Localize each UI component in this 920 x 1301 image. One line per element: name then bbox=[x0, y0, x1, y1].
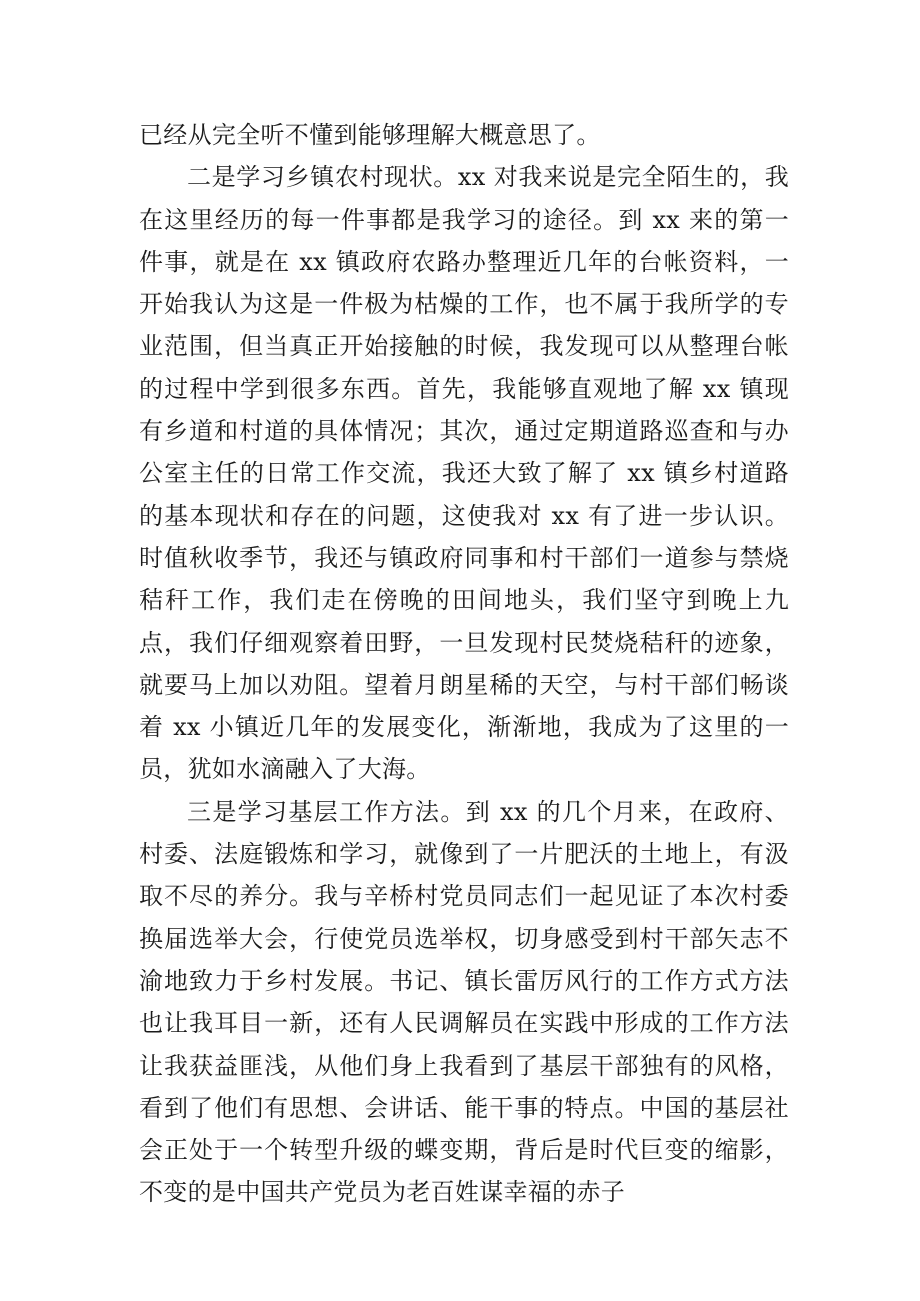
paragraph-rural-status: 二是学习乡镇农村现状。xx 对我来说是完全陌生的，我在这里经历的每一件事都是我学习的途径。到 xx 来的第一件事，就是在 xx 镇政府农路办整理近几年的台帐资料，一开始我认为这是一件极为枯燥的工作，也不属于我所学的专业范围，但当真正开始接触的时候，我发现可以从整理台帐的过程中学到很多东西。首先，我能够直观地了解 xx 镇现有乡道和村道的具体情况；其次，通过定期道路巡查和与办公室主任的日常工作交流，我还大致了解了 xx 镇乡村道路的基本现状和存在的问题，这使我对 xx 有了进一步认识。时值秋收季节，我还与镇政府同事和村干部们一道参与禁烧秸秆工作，我们走在傍晚的田间地头，我们坚守到晚上九点，我们仔细观察着田野，一旦发现村民焚烧秸秆的迹象，就要马上加以劝阻。望着月朗星稀的天空，与村干部们畅谈着 xx 小镇近几年的发展变化，渐渐地，我成为了这里的一员，犹如水滴融入了大海。 bbox=[139, 163, 789, 784]
paragraph-continuation: 已经从完全听不懂到能够理解大概意思了。 bbox=[139, 121, 601, 149]
paragraph-work-methods: 三是学习基层工作方法。到 xx 的几个月来，在政府、村委、法庭锻炼和学习，就像到了一片肥沃的土地上，有汲取不尽的养分。我与辛桥村党员同志们一起见证了本次村委换届选举大会，行使党员选举权，切身感受到村干部矢志不渝地致力于乡村发展。书记、镇长雷厉风行的工作方式方法也让我耳目一新，还有人民调解员在实践中形成的工作方法让我获益匪浅，从他们身上我看到了基层干部独有的风格，看到了他们有思想、会讲话、能干事的特点。中国的基层社会正处于一个转型升级的蝶变期，背后是时代巨变的缩影，不变的是中国共产党员为老百姓谋幸福的赤子 bbox=[139, 797, 789, 1207]
document-body bbox=[139, 114, 789, 1214]
